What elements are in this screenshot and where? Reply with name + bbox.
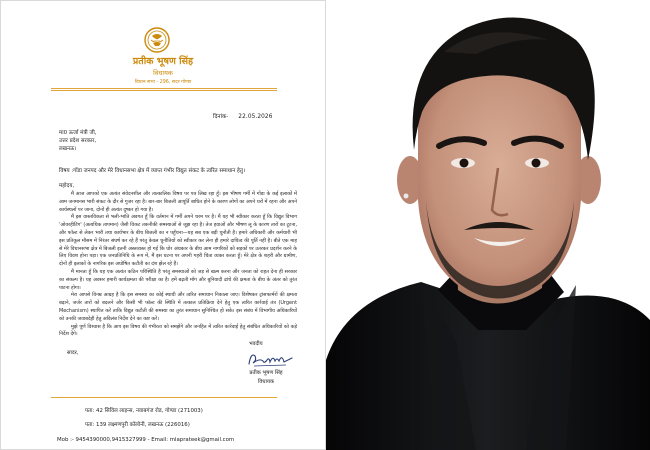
signatory-title: विधायक [257, 379, 275, 385]
date-label: दिनांक- [213, 114, 229, 120]
signatory-name: प्रतीक भूषण सिंह [249, 370, 283, 376]
recipient-line: लखनऊ। [59, 146, 77, 152]
footer-contact: Mob :- 9454390000,9415327999 - Email: mlaprateek@gmail.com [57, 437, 235, 443]
recipient-address [59, 129, 97, 153]
body-paragraph: मुझे पूर्ण विश्वास है कि आप इस विषय की गंभीरता को समझेंगे और जनहित में त्वरित कार्रवाई हेतु संबंधित अधिकारियों को कड़े निर्देश देंगे। [59, 323, 297, 338]
body-paragraph: मैं आज आपको एक अत्यंत संवेदनशील और तात्कालिक विषय पर पत्र लिख रहा हूँ। इस भीषण गर्मी में गोंडा के कई इलाकों में आम जनमानस भारी संकट के दौर से गुजर रहा है। बार-बार बिजली आपूर्ति बाधित होने के कारण लोगों का अपने घरों में रहना और अपने कार्यस्थलों पर जाना, दोनों ही अत्यंत दुष्कर हो गया है। [59, 191, 297, 213]
subject-line: विषय :गोंडा जनपद और मेरे विधानसभा क्षेत्र में व्याप्त गंभीर विद्युत संकट के त्वरित समाधान हेतु। [59, 168, 245, 174]
uttar-pradesh-emblem-icon [144, 27, 170, 53]
footer-address-1: पता: 42 सिविल लाइन्स, नवाबगंज रोड, गोण्डा (271003) [85, 408, 203, 414]
portrait-photo [326, 0, 650, 450]
body-paragraph: मैं इस वास्तविकता से भली-भांति अवगत हूँ कि वर्तमान में गर्मी अपने चरम पर है। मैं यह भी स्वीकार करता हूँ कि विद्युत विभाग 'ओवरहीटिंग' (अत्यधिक तापमान) जैसी विकट तकनीकी समस्याओं से जूझ रहा है। तेज हवाओं और भीषण लू के कारण तारों का टूटना, और फॉल्ट से लेकर भारी तथा कार्यभार के बीच बिजली का न पहुँचना—यह सब एक बड़ी चुनौती है। हमारे अधिकारी और कर्मचारी भी इस प्रतिकूल मौसम में निरंतर संघर्ष कर रहे हैं परंतु केवल चुनौतियों को स्वीकार कर लेना ही हमारे दायित्व की पूर्ति नहीं है। बीते एक माह से मेरे विधानसभा क्षेत्र में बिजली इतनी अस्तव्यस्त हो गई कि घोर अंधकार के बीच आम नागरिकों को सड़कों पर उतरकर प्रदर्शन करने के लिए विवश होना पड़ा। एक जनप्रतिनिधि के रूप में, मैं इस घटना पर अपनी गहरी चिंता व्यक्त करता हूँ। मेरे क्षेत्र के शहरी और ग्रामीण, दोनों ही इलाकों के नागरिक इस अघोषित कटौती का दंश झेल रहे हैं। [59, 214, 297, 268]
letterhead-constituency: विधान सभा - 296, सदर गोण्डा [134, 80, 192, 85]
date-line [213, 112, 273, 120]
footer-divider [51, 397, 277, 398]
letterhead-divider [51, 88, 277, 89]
salutation: महोदय, [59, 183, 75, 189]
letterhead-divider-2 [51, 90, 277, 91]
handwritten-signature [246, 348, 294, 370]
date-value: 22.05.2026 [238, 114, 273, 120]
body-paragraph: मैं मानता हूँ कि यह एक अत्यंत कठिन परिस्थिति है परंतु समस्याओं को जड़ से खत्म करना और जनता को राहत देना ही सरकार का संकल्प है। यह अवसर हमारी कार्यक्षमता की परीक्षा का है। हमें बढ़ती माँग और बुनियादी ढांचे की क्षमता के बीच के अंतर को तुरंत पाटना होगा। [59, 268, 297, 291]
letter-body [59, 191, 297, 339]
signoff-label: भवदीय [249, 341, 263, 347]
closing: सादर, [67, 350, 79, 356]
recipient-line: मा0 ऊर्जा मंत्री जी, [59, 130, 97, 136]
footer-address-2: पता: 139 लक्ष्मणपुरी कॉलोनी, लखनऊ (226016) [85, 422, 190, 428]
letterhead-name: प्रतीक भूषण सिंह [132, 56, 194, 67]
letterhead-title: विधायक [153, 69, 173, 77]
earring-icon [404, 194, 409, 199]
recipient-line: उत्तर प्रदेश सरकार, [59, 138, 97, 144]
portrait-illustration [326, 0, 650, 450]
body-paragraph: मेरा आपसे विनम्र आग्रह है कि इस समस्या का कोई स्थायी और त्वरित समाधान निकाला जाए। विशेषकर ट्रांसफार्मरों की क्षमता बढ़ाने, जर्जर तारों को बदलने और किसी भी फॉल्ट की स्थिति में तत्काल प्रतिक्रिया देने हेतु एक त्वरित कार्रवाई तंत्र (Urgent Mechanism) स्थापित करें ताकि विद्युत कटौती की समस्या का तुरंत समाधान सुनिश्चित हो सके। इस संबंध में विभागीय अधिकारियों को उनकी जवाबदेही हेतु अविलंब निर्देश देने का कष्ट करें। [59, 292, 297, 322]
